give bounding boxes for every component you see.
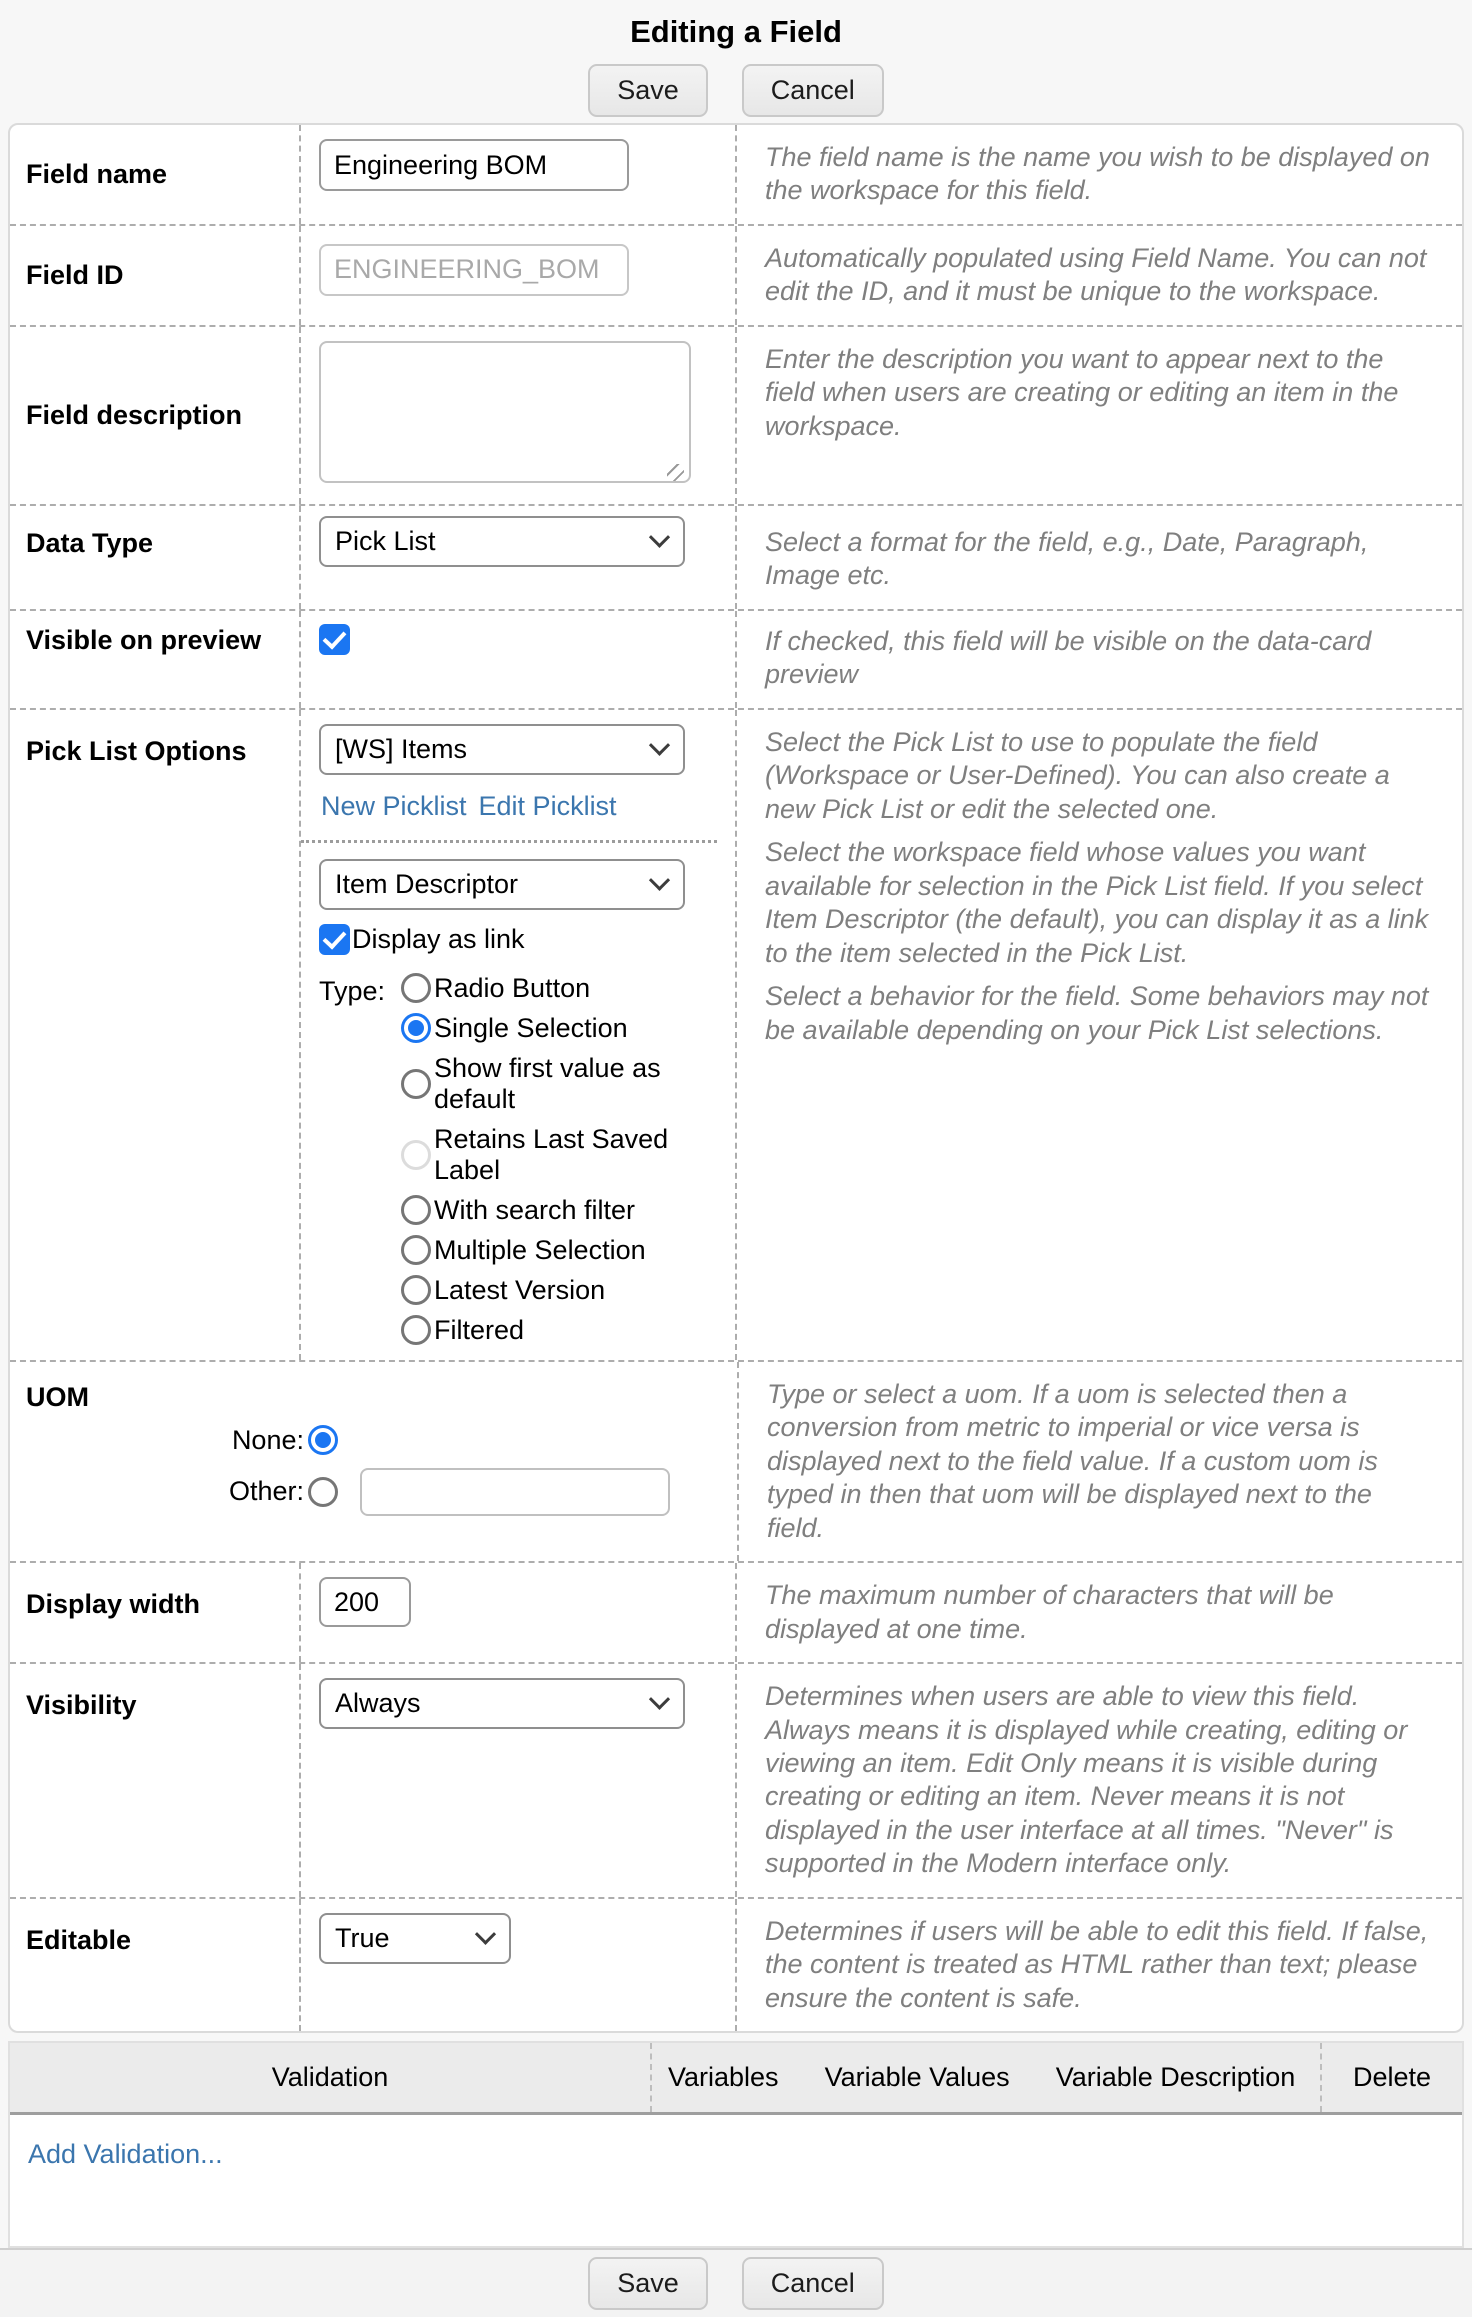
radio-option-radio-button: Radio Button (401, 973, 717, 1004)
radio-option-show-first-value: Show first value as default (401, 1053, 717, 1115)
pick-list-options-label: Pick List Options (10, 710, 301, 1360)
dotted-divider (301, 840, 717, 843)
visible-on-preview-checkbox[interactable] (319, 624, 350, 655)
row-pick-list-options (10, 710, 1462, 1362)
visibility-selected-value: Always (335, 1688, 421, 1719)
multiple-selection-radio[interactable] (401, 1235, 431, 1265)
editable-description: Determines if users will be able to edit this field. If false, the content is treated as HTML rather than text; please ensure the content is safe. (765, 1915, 1429, 2013)
field-name-label: Field name (10, 125, 301, 224)
top-button-row (0, 64, 1472, 117)
radio-option-with-search-filter: With search filter (401, 1195, 717, 1226)
radio-button-radio[interactable] (401, 973, 431, 1003)
visibility-label: Visibility (10, 1664, 301, 1897)
uom-other-label: Other: (228, 1476, 304, 1507)
cancel-button[interactable]: Cancel (742, 64, 884, 117)
chevron-down-icon (649, 734, 670, 755)
visible-on-preview-label: Visible on preview (10, 611, 301, 708)
visibility-description: Determines when users are able to view this field. Always means it is displayed while creating, editing or viewing an item. Edit Only means it is visible during creating or editing an item. Never means it is not displayed in the user interface at all times. "Never" is supported in the Modern interface only. (765, 1681, 1408, 1879)
display-as-link-label: Display as link (352, 923, 525, 954)
page-title: Editing a Field (630, 14, 842, 49)
uom-other-radio[interactable] (308, 1477, 338, 1507)
row-editable (10, 1899, 1462, 2031)
pick-list-options-description: Select the Pick List to use to populate the field (Workspace or User-Defined). You can also create a new Pick List or edit the selected one. Select the workspace field whose values you want available for selection in the Pick List field. If you select Item Descriptor (the default), you can display it as a link to the item selected in the Pick List. Select a behavior for the field. Some behaviors may not be available depending on your Pick List selections. (765, 726, 1429, 1045)
data-type-label: Data Type (10, 506, 301, 609)
field-description-textarea[interactable] (319, 341, 691, 483)
row-field-id (10, 226, 1462, 327)
row-data-type (10, 506, 1462, 611)
delete-column-header: Delete (1320, 2043, 1462, 2112)
uom-label: UOM (26, 1381, 89, 1412)
chevron-down-icon (649, 869, 670, 890)
uom-description: Type or select a uom. If a uom is selected then a conversion from metric to imperial or vice versa is displayed next to the field value. If a custom uom is typed in then that uom will be displayed next to the field. (767, 1378, 1378, 1543)
editable-selected-value: True (335, 1922, 390, 1953)
row-field-name (10, 125, 1462, 226)
field-id-label: Field ID (10, 226, 301, 325)
latest-version-radio[interactable] (401, 1275, 431, 1305)
editable-select[interactable] (319, 1913, 511, 1964)
variables-column-header: Variables (668, 2062, 779, 2093)
radio-option-multiple-selection: Multiple Selection (401, 1235, 717, 1266)
display-as-link-checkbox[interactable] (319, 924, 350, 955)
save-button[interactable]: Save (588, 64, 708, 117)
visible-on-preview-description: If checked, this field will be visible on the data-card preview (765, 625, 1372, 690)
validation-column-header: Validation (271, 2062, 389, 2093)
display-width-label: Display width (10, 1563, 301, 1662)
chevron-down-icon (649, 1689, 670, 1710)
field-description-label: Field description (10, 327, 301, 504)
row-visible-on-preview (10, 611, 1462, 710)
radio-option-filtered: Filtered (401, 1315, 717, 1346)
page-header (0, 0, 1472, 117)
row-display-width (10, 1563, 1462, 1664)
editable-label: Editable (10, 1899, 301, 2031)
row-uom (10, 1362, 1462, 1563)
field-name-description: The field name is the name you wish to be displayed on the workspace for this field. (765, 142, 1430, 206)
field-id-description: Automatically populated using Field Name. You can not edit the ID, and it must be unique to the workspace. (765, 242, 1427, 307)
picklist-field-selected-value: Item Descriptor (335, 868, 519, 899)
variable-description-column-header: Variable Description (1055, 2062, 1296, 2093)
filtered-radio[interactable] (401, 1315, 431, 1345)
chevron-down-icon (475, 1923, 496, 1944)
visibility-select[interactable] (319, 1678, 685, 1729)
row-visibility (10, 1664, 1462, 1899)
data-type-description: Select a format for the field, e.g., Date, Paragraph, Image etc. (765, 526, 1369, 591)
with-search-filter-radio[interactable] (401, 1195, 431, 1225)
field-edit-form (8, 123, 1464, 2033)
chevron-down-icon (649, 527, 670, 548)
retains-last-saved-radio (401, 1140, 431, 1170)
cancel-button-bottom[interactable]: Cancel (742, 2257, 884, 2310)
type-label: Type: (319, 975, 386, 1006)
validation-table-header (10, 2043, 1462, 2115)
edit-picklist-link[interactable]: Edit Picklist (478, 790, 617, 821)
add-validation-link[interactable]: Add Validation... (28, 2139, 223, 2170)
radio-option-single-selection: Single Selection (401, 1013, 717, 1044)
data-type-select[interactable] (319, 516, 685, 567)
uom-other-input[interactable] (360, 1468, 670, 1516)
display-width-input[interactable] (319, 1577, 411, 1627)
picklist-selected-value: [WS] Items (335, 733, 468, 764)
validation-table-body (10, 2115, 1462, 2246)
radio-option-retains-last-saved: Retains Last Saved Label (401, 1124, 717, 1186)
uom-none-radio[interactable] (308, 1425, 338, 1455)
validation-table (8, 2041, 1464, 2248)
radio-option-latest-version: Latest Version (401, 1275, 717, 1306)
field-id-input (319, 244, 629, 296)
picklist-field-select[interactable] (319, 859, 685, 910)
picklist-select[interactable] (319, 724, 685, 775)
single-selection-radio[interactable] (401, 1013, 431, 1043)
data-type-selected-value: Pick List (335, 525, 436, 556)
field-description-description: Enter the description you want to appear next to the field when users are creating or editing an item in the workspace. (765, 343, 1399, 441)
uom-none-label: None: (231, 1424, 304, 1455)
page-footer (0, 2248, 1472, 2317)
show-first-value-radio[interactable] (401, 1069, 431, 1099)
save-button-bottom[interactable]: Save (588, 2257, 708, 2310)
variable-values-column-header: Variable Values (824, 2062, 1010, 2093)
display-width-description: The maximum number of characters that will be displayed at one time. (765, 1580, 1334, 1644)
new-picklist-link[interactable]: New Picklist (321, 790, 467, 821)
field-name-input[interactable] (319, 139, 629, 191)
row-field-description (10, 327, 1462, 506)
